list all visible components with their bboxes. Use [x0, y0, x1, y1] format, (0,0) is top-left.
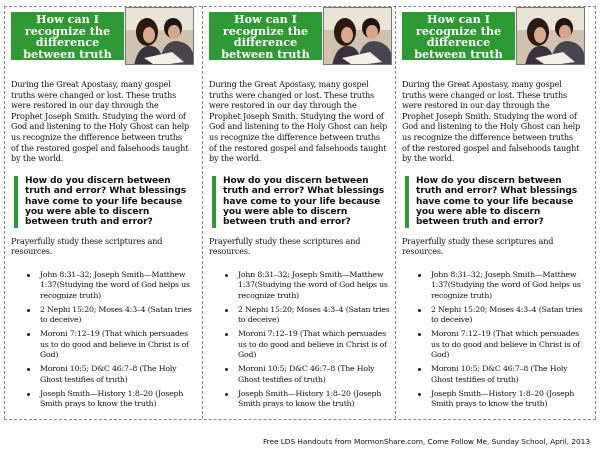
scripture-list — [8, 270, 194, 410]
list-item — [238, 389, 390, 410]
scripture-list — [399, 270, 585, 410]
reference-text: Joseph Smith—History 1:8–20 (Joseph Smith prays to know the truth) — [238, 388, 382, 409]
study-instruction: Prayerfully study these scriptures and resources. — [11, 235, 163, 257]
bullet-icon — [225, 393, 228, 396]
bullet-icon — [27, 368, 30, 371]
bullet-icon — [225, 309, 228, 312]
list-item — [431, 305, 583, 326]
reference-text: Moroni 7:12–19 (That which persuades us to do good and believe in Christ is of God) — [40, 329, 189, 360]
bullet-icon — [225, 274, 228, 277]
handout-card-3 — [399, 7, 585, 419]
handout-card-2 — [206, 7, 392, 419]
discussion-question: How do you discern between truth and error? What blessings have come to your life because you were able to discern between truth and error? — [405, 176, 583, 228]
list-item — [431, 364, 583, 385]
reference-text: Moroni 7:12–19 (That which persuades us to do good and believe in Christ is of God) — [431, 329, 580, 360]
list-item — [40, 270, 192, 301]
card-banner — [8, 7, 194, 73]
list-item — [431, 329, 583, 360]
cut-line-left — [4, 6, 5, 419]
bullet-icon — [27, 393, 30, 396]
cut-line-right — [595, 6, 596, 419]
intro-paragraph: During the Great Apostasy, many gospel truths were changed or lost. These truths were restored in our day through the Prophet Joseph Smith. Studying the word of God and listening to the Holy Ghost can help us recognize the difference between truths of the restored gospel and falsehoods taught by the world. — [402, 79, 581, 164]
list-item — [40, 305, 192, 326]
bullet-icon — [225, 333, 228, 336]
bullet-icon — [418, 393, 421, 396]
study-photo-icon — [125, 7, 194, 65]
list-item — [40, 389, 192, 410]
reference-text: Moroni 10:5; D&C 46:7–8 (The Holy Ghost testifies of truth) — [238, 364, 375, 384]
bullet-icon — [27, 309, 30, 312]
list-item — [238, 364, 390, 385]
handout-card-1 — [8, 7, 194, 419]
cut-line-middle-2 — [395, 6, 396, 419]
card-title: How can I recognize the difference between truth and error? — [209, 12, 322, 60]
discussion-question: How do you discern between truth and error? What blessings have come to your life because you were able to discern between truth and error? — [14, 176, 192, 228]
reference-text: 2 Nephi 15:20; Moses 4:3–4 (Satan tries to deceive) — [431, 304, 583, 325]
card-title: How can I recognize the difference between truth and error? — [402, 12, 515, 60]
list-item — [431, 389, 583, 410]
list-item — [238, 305, 390, 326]
bullet-icon — [418, 309, 421, 312]
card-title: How can I recognize the difference between truth and error? — [11, 12, 124, 60]
intro-paragraph: During the Great Apostasy, many gospel truths were changed or lost. These truths were restored in our day through the Prophet Joseph Smith. Studying the word of God and listening to the Holy Ghost can help us recognize the difference between truths of the restored gospel and falsehoods taught by the world. — [209, 79, 388, 164]
card-banner — [206, 7, 392, 73]
bullet-icon — [27, 333, 30, 336]
bullet-icon — [418, 274, 421, 277]
list-item — [431, 270, 583, 301]
list-item — [238, 270, 390, 301]
bullet-icon — [27, 274, 30, 277]
scripture-list — [206, 270, 392, 410]
reference-text: John 8:31–32; Joseph Smith—Matthew 1:37(Studying the word of God helps us recognize truth) — [40, 269, 190, 300]
cut-line-middle-1 — [202, 6, 203, 419]
reference-text: Moroni 10:5; D&C 46:7–8 (The Holy Ghost testifies of truth) — [40, 364, 177, 384]
reference-text: Moroni 10:5; D&C 46:7–8 (The Holy Ghost testifies of truth) — [431, 364, 568, 384]
study-photo-icon — [516, 7, 585, 65]
study-instruction: Prayerfully study these scriptures and resources. — [402, 235, 554, 257]
study-photo-icon — [323, 7, 392, 65]
intro-paragraph: During the Great Apostasy, many gospel truths were changed or lost. These truths were restored in our day through the Prophet Joseph Smith. Studying the word of God and listening to the Holy Ghost can help us recognize the difference between truths of the restored gospel and falsehoods taught by the world. — [11, 79, 190, 164]
list-item — [238, 329, 390, 360]
study-instruction: Prayerfully study these scriptures and resources. — [209, 235, 361, 257]
card-banner — [399, 7, 585, 73]
reference-text: John 8:31–32; Joseph Smith—Matthew 1:37(Studying the word of God helps us recognize truth) — [431, 269, 581, 300]
bullet-icon — [418, 333, 421, 336]
discussion-question: How do you discern between truth and error? What blessings have come to your life because you were able to discern between truth and error? — [212, 176, 390, 228]
reference-text: John 8:31–32; Joseph Smith—Matthew 1:37(Studying the word of God helps us recognize truth) — [238, 269, 388, 300]
list-item — [40, 364, 192, 385]
list-item — [40, 329, 192, 360]
footer-credit: Free LDS Handouts from MormonShare.com, Come Follow Me, Sunday School, April, 2013 — [262, 437, 590, 446]
reference-text: Joseph Smith—History 1:8–20 (Joseph Smith prays to know the truth) — [40, 388, 184, 409]
bullet-icon — [418, 368, 421, 371]
reference-text: Moroni 7:12–19 (That which persuades us to do good and believe in Christ is of God) — [238, 329, 387, 360]
reference-text: 2 Nephi 15:20; Moses 4:3–4 (Satan tries to deceive) — [40, 304, 192, 325]
reference-text: Joseph Smith—History 1:8–20 (Joseph Smith prays to know the truth) — [431, 388, 575, 409]
reference-text: 2 Nephi 15:20; Moses 4:3–4 (Satan tries to deceive) — [238, 304, 390, 325]
bullet-icon — [225, 368, 228, 371]
cut-line-bottom — [4, 419, 596, 420]
